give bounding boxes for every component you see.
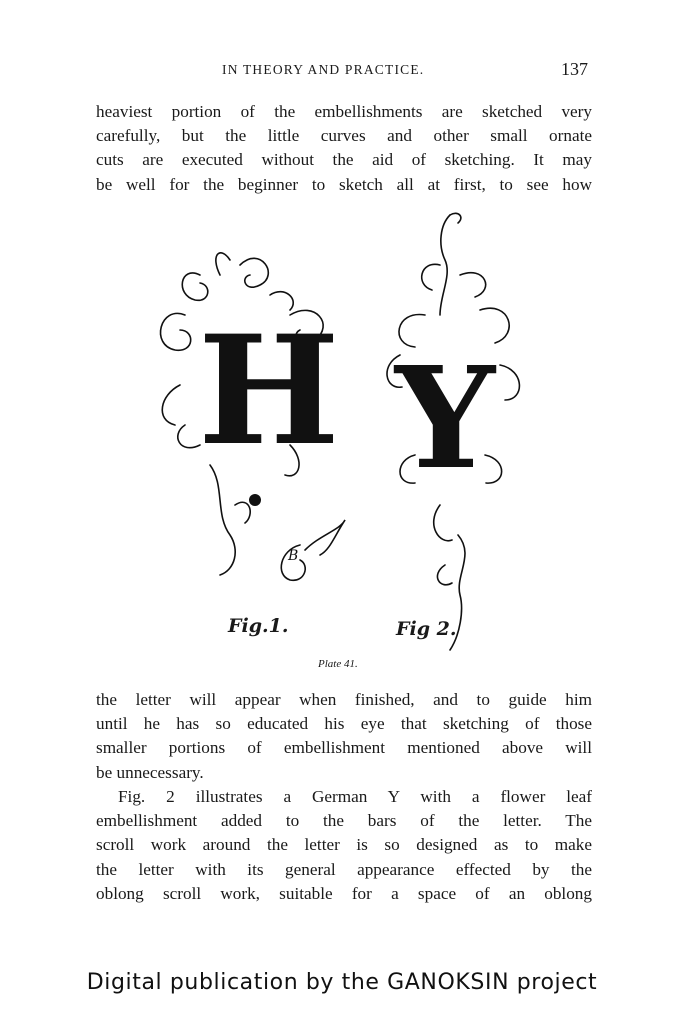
text-line: until he has so educated his eye that sketching of those [96,714,592,734]
text-line: be well for the beginner to sketch all at first, to see how [96,174,592,194]
paragraph-2 [96,688,592,785]
monogram-letter: B [288,548,299,564]
figure-2-label: Fig 2. [396,618,457,640]
text-line: cuts are executed without the aid of sketching. It may [96,150,592,170]
plate-41 [140,205,560,675]
text-line: Fig. 2 illustrates a German Y with a flower leaf [118,787,592,806]
paragraph-1 [96,100,592,197]
ornamental-capital-h: H [198,303,340,479]
text-line: carefully, but the little curves and other small ornate [96,126,592,146]
ornament-illustration [140,205,560,675]
text-line: the letter with its general appearance effected by the [96,859,592,879]
ornamental-capital-y: Y [395,337,495,501]
text-line: embellishment added to the bars of the letter. The [96,811,592,831]
plate-caption: Plate 41. [318,658,358,670]
footer-credit: Digital publication by the GANOKSIN project [86,970,598,995]
figure-1-label: Fig.1. [228,615,289,637]
page-header [0,60,684,84]
text-line: smaller portions of embellishment mentioned above will [96,738,592,758]
text-line: be unnecessary. [96,762,204,782]
text-line: heaviest portion of the embellishments are sketched very [96,102,592,121]
running-title: IN THEORY AND PRACTICE. [222,62,425,77]
text-line: oblong scroll work, suitable for a space of an oblong [96,883,592,903]
paragraph-3 [96,785,592,906]
text-line: the letter will appear when finished, and to guide him [96,690,592,709]
page-number: 137 [561,59,588,79]
text-line: scroll work around the letter is so designed as to make [96,835,592,855]
